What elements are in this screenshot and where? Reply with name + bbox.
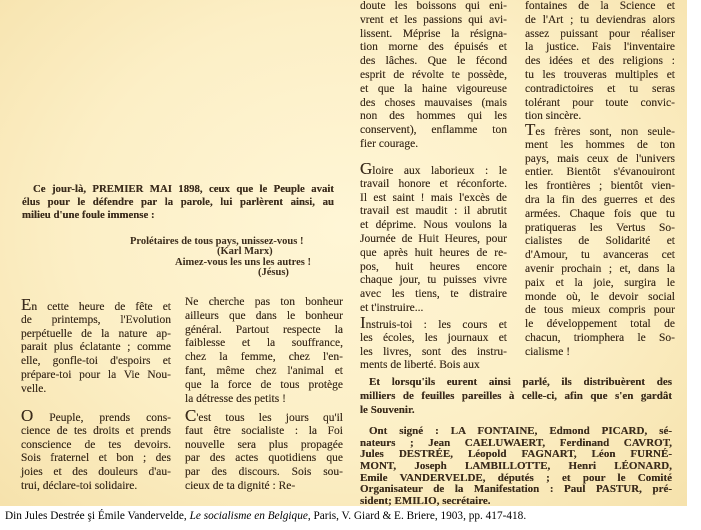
- text-line: et que la haine vigoureuse: [360, 82, 507, 95]
- text-line: et déprime. Nous voulons la: [360, 219, 507, 232]
- line-text: nstruis-toi : les cours et: [365, 319, 507, 331]
- text-line: faiblesse et la souffrance,: [185, 337, 343, 350]
- text-line: non des hommes qui les: [360, 110, 507, 123]
- caption-book-title: Le socialisme en Belgique: [189, 510, 308, 522]
- text-line: et t'instruire...: [360, 301, 424, 314]
- text-line: parait plus éclatante ; comme: [21, 341, 171, 354]
- text-line: de tous mieux compris pour: [525, 304, 675, 317]
- text-line: Organisateur de la Manifestation : Paul PASTUR, pré-: [360, 483, 672, 496]
- text-line: dra la fin des guerres et des: [525, 193, 675, 206]
- quote-marx: Prolétaires de tous pays, unissez-vous !: [130, 236, 304, 247]
- text-line: fant, même chez l'animal et: [185, 364, 343, 377]
- text-line: tion sincère.: [525, 110, 582, 123]
- line-text: 'est tous les jours qu'il: [196, 412, 343, 424]
- text-line: fier courage.: [360, 137, 419, 150]
- text-line: par des actes quotidiens que: [185, 452, 343, 465]
- text-line: joies et des douleurs d'au-: [21, 466, 171, 479]
- line-text: Peuple, prends cons-: [33, 412, 171, 424]
- text-line: tolérant pour toute convic-: [525, 96, 675, 109]
- line-text: es frères sont, non seule-: [535, 126, 675, 138]
- text-line: sident; EMILIO, secrétaire.: [360, 495, 491, 508]
- text-line: [21, 295, 171, 314]
- text-line: prépare-toi pour la Vie Nou-: [21, 368, 171, 381]
- text-line: de l'Art ; tu deviendras alors: [525, 13, 675, 26]
- text-line: ment les hommes de ton: [525, 138, 675, 151]
- text-line: pos, huit heures encore: [360, 260, 507, 273]
- drop-cap: E: [21, 295, 32, 314]
- text-line: armées. Chaque fois que tu: [525, 207, 675, 220]
- text-line: de printemps, l'Evolution: [21, 313, 171, 326]
- quote-author-marx: (Karl Marx): [217, 246, 273, 257]
- text-line: elle, gonfle-toi d'espoirs et: [21, 355, 171, 368]
- line-text: n cette heure de fête et: [31, 301, 171, 313]
- text-line: chez la femme, chez l'en-: [185, 351, 343, 364]
- text-line: travail honore et réconforte.: [360, 177, 507, 190]
- text-line: [360, 159, 507, 178]
- text-line: [21, 406, 171, 425]
- text-line: Journée de Huit Heures, pour: [360, 232, 507, 245]
- text-line: [360, 313, 507, 332]
- text-line: faut être socialiste : la Foi: [185, 424, 343, 437]
- text-line: [185, 406, 343, 425]
- text-line: assez puissant pour réaliser: [525, 27, 675, 40]
- text-line: Ont signé : LA FONTAINE, Edmond PICARD, sé-: [369, 425, 672, 437]
- paragraph: [525, 120, 675, 360]
- paragraph: [525, 0, 675, 124]
- text-line: les livres, sont des instru-: [360, 345, 507, 358]
- text-line: pratiqueras les Vertus So-: [525, 221, 675, 234]
- text-line: velle.: [21, 382, 47, 395]
- text-line: cialisme !: [525, 345, 571, 358]
- paragraph: [21, 406, 171, 494]
- signatures-paragraph: [360, 426, 672, 508]
- quote-jesus: Aimez-vous les uns les autres !: [175, 257, 312, 268]
- text-line: que la force de tous protège: [185, 378, 343, 391]
- text-line: paix et la joie, surgira le: [525, 276, 675, 289]
- text-line: [525, 120, 675, 139]
- drop-cap: G: [360, 159, 373, 178]
- text-line: monde où, le devoir social: [525, 290, 675, 303]
- paragraph: [21, 295, 171, 397]
- text-line: ailleurs que dans le bonheur: [185, 309, 343, 322]
- paragraph: [360, 159, 507, 316]
- text-line: la détresse des petits !: [185, 392, 286, 405]
- text-line: tu les trouveras multiples et: [525, 68, 675, 81]
- text-line: cialistes de Solidarité et: [525, 235, 675, 248]
- text-line: les frontières ; bientôt vien-: [525, 180, 675, 193]
- text-line: des idées et des religions :: [525, 55, 675, 68]
- text-line: fontaines de la Science et: [525, 0, 675, 12]
- text-line: le développement total de: [525, 318, 675, 331]
- text-line: vrent et les passions qui avi-: [360, 13, 507, 26]
- drop-cap: I: [360, 313, 366, 332]
- text-line: avenir prochain ; et, dans la: [525, 262, 675, 275]
- text-line: cieux de ta dignité : Re-: [185, 479, 296, 492]
- paragraph: [185, 406, 343, 494]
- text-line: avec les tiens, te distraire: [360, 288, 507, 301]
- caption-prefix: Din Jules Destrée şi Émile Vandervelde,: [5, 510, 190, 522]
- text-line: que après huit heures de re-: [360, 246, 507, 259]
- text-line: tion morne des épuisés et: [360, 41, 507, 54]
- text-line: conservent), enflamme ton: [360, 124, 507, 137]
- text-line: trui, déclare-toi solidaire.: [21, 479, 138, 492]
- intro-paragraph: [22, 183, 334, 222]
- text-line: esprit de révolte te possède,: [360, 68, 507, 81]
- text-line: milliers de feuilles pareilles à celle-ci, afin que s'en gardât: [360, 389, 672, 402]
- text-line: par des discours. Sois sou-: [185, 466, 343, 479]
- text-line: doute les boissons qui eni-: [360, 0, 507, 12]
- text-line: entier. Bientôt s'évanouiront: [525, 166, 675, 179]
- source-caption: [5, 510, 526, 522]
- text-line: général. Partout respecte la: [185, 323, 343, 336]
- text-line: d'Amour, tu avanceras cet: [525, 249, 675, 262]
- text-line: travail est maudit : il abrutit: [360, 205, 507, 218]
- column-4: [525, 0, 675, 358]
- text-line: Il est saint ! mais l'excès de: [360, 191, 507, 204]
- text-line: chacun, triomphera le So-: [525, 331, 675, 344]
- drop-cap: O: [21, 406, 34, 425]
- text-line: la justice. Fais l'inventaire: [525, 41, 675, 54]
- column-2: [185, 296, 343, 492]
- text-line: conscience de tes devoirs.: [21, 438, 171, 451]
- paragraph: [360, 0, 507, 152]
- text-line: nouvelle sera plus propagée: [185, 438, 343, 451]
- text-line: des lâches. Que le fécond: [360, 55, 507, 68]
- text-line: Sois fraternel et bon ; des: [21, 452, 171, 465]
- text-line: contradictoires et tu seras: [525, 82, 675, 95]
- text-line: cience de tes droits et prends: [21, 424, 171, 437]
- text-line: Ce jour-là, PREMIER MAI 1898, ceux que le Peuple avait: [33, 183, 334, 195]
- text-line: perpétuelle de la nature ap-: [21, 327, 171, 340]
- text-line: des choses mauvaises (mais: [360, 96, 507, 109]
- paragraph: [185, 296, 343, 406]
- drop-cap: T: [525, 120, 536, 139]
- text-line: lissent. Méprise la résigna-: [360, 27, 507, 40]
- text-line: Emile VANDERVELDE, députés ; et pour le Comité: [360, 471, 672, 484]
- column-1: [21, 295, 171, 492]
- text-line: Jules DESTRÉE, Léopold FAGNART, Léon FURNÉ-: [360, 448, 672, 461]
- text-line: chaque jour, tu puisses vivre: [360, 274, 507, 287]
- caption-suffix: , Paris, V. Giard & E. Briere, 1903, pp. 417-418.: [307, 510, 527, 522]
- text-line: MONT, Joseph LAMBILLOTTE, Henri LÉONARD,: [360, 460, 672, 473]
- text-line: Et lorsqu'ils eurent ainsi parlé, ils distribuèrent des: [369, 376, 672, 388]
- text-line: nateurs ; Jean CAELUWAERT, Ferdinand CAVROT,: [360, 436, 672, 449]
- paragraph: [360, 313, 507, 373]
- text-line: élus pour le défendre par la parole, lui parlèrent ainsi, au: [22, 196, 334, 208]
- column-3: [360, 0, 507, 372]
- drop-cap: C: [185, 406, 197, 425]
- text-line: Ne cherche pas ton bonheur: [185, 296, 343, 308]
- closing-paragraph: [360, 376, 672, 417]
- quote-author-jesus: (Jésus): [258, 267, 289, 278]
- line-text: loire aux laborieux : le: [372, 165, 507, 177]
- text-line: les écoles, les journaux et: [360, 331, 507, 344]
- text-line: pays, mais ceux de l'univers: [525, 152, 675, 165]
- text-line: le Souvenir.: [360, 403, 415, 416]
- text-line: ments de liberté. Bois aux: [360, 359, 480, 372]
- text-line: milieu d'une foule immense :: [22, 209, 155, 221]
